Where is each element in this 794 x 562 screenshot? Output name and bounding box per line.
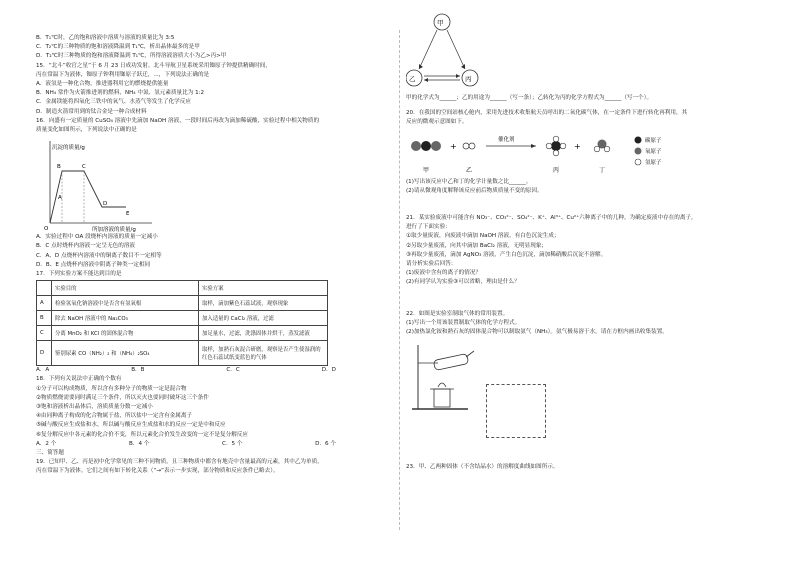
text-line: 丙在常温下为液体，铷原子钟利用铷原子跃迁，...，下列说法正确的是 bbox=[36, 71, 210, 78]
table-cell: 取样，滴加紫色石蕊试液，观察现象 bbox=[199, 296, 328, 311]
option-b: B．C 点时烧杯内溶液一定呈无色的溶液 bbox=[36, 243, 136, 250]
text-line: 请分析实验后回答： bbox=[406, 261, 457, 268]
question-17: 17．下列实验方案不能达到目的是 bbox=[36, 271, 122, 278]
text-line: C．T₂℃的三种物质的饱和溶液降温到 T₁℃，析出晶体最多的是甲 bbox=[36, 44, 200, 51]
arrowhead bbox=[531, 144, 536, 148]
hydrogen-atom bbox=[546, 143, 552, 149]
oxygen-legend-icon bbox=[635, 147, 642, 154]
option-c: C．金属镁能将四氧化三铁中的氧气、水蒸气等发生了化学反应 bbox=[36, 99, 191, 106]
point-b: B bbox=[57, 164, 61, 171]
question-15: 15．“北斗”收官之星”于 6 月 23 日成功发射。北斗导航卫星系统采用铷原子钟提供精确时间， bbox=[36, 62, 271, 69]
hydrogen-atom bbox=[594, 146, 600, 152]
option-d: D．B、E 点烧杯内溶液中阴离子种类一定相同 bbox=[36, 261, 151, 268]
statement: ⑥复分解反应中各元素的化合价不变，所以元素化合价发生改变的一定不是复分解反应 bbox=[36, 431, 248, 438]
point-o: O bbox=[44, 226, 49, 233]
reaction-micro-diagram bbox=[406, 132, 746, 178]
point-c: C bbox=[82, 164, 86, 171]
option-a: A．液氢是一种化合物，推进器利用它的燃烧提供能量 bbox=[36, 81, 169, 88]
option-a: A．实验过程中 OA 段烧杯内溶液的质量一定减小 bbox=[36, 234, 158, 241]
table-row bbox=[37, 311, 328, 326]
graph-ylabel: 沉淀的质量/g bbox=[52, 145, 85, 152]
step-3: ③再取少量废液，滴加 AgNO₃ 溶液，产生白色沉淀，滴加稀硝酸后沉淀不溶解。 bbox=[406, 251, 607, 258]
q16-options bbox=[36, 233, 408, 270]
q17-options bbox=[36, 366, 336, 375]
table-cell: B bbox=[37, 311, 52, 326]
precipitate-graph bbox=[40, 135, 160, 233]
delivery-tube bbox=[466, 351, 474, 357]
arrowhead bbox=[456, 74, 460, 78]
table-cell: 加入适量的 CaCl₂ 溶液，过滤 bbox=[199, 311, 328, 326]
option-c: C．A、D 点烧杯内溶液中的铜离子数目不一定相等 bbox=[36, 252, 162, 259]
table-header-cell: 实验方案 bbox=[199, 281, 328, 296]
hydrogen-legend-icon bbox=[635, 159, 641, 165]
flame bbox=[438, 383, 446, 387]
table-row bbox=[37, 326, 328, 341]
arrow-jia-bing bbox=[447, 30, 465, 69]
hydrogen-atom bbox=[604, 146, 610, 152]
statement: ④由同种离子构成的化合物属于盐，所以盐中一定含有金属离子 bbox=[36, 413, 193, 420]
text-line: 进行了下面实验： bbox=[406, 224, 451, 231]
arrowhead bbox=[424, 78, 428, 82]
option-b: B．NH₄ 常作为火箭推进剂的燃料，NH₄ 中氮、氢元素质量比为 1:2 bbox=[36, 90, 205, 97]
table-header-row bbox=[37, 281, 328, 296]
question-16: 16．向盛有一定质量的 CuSO₄ 溶液中先滴加 NaOH 溶液，一段时间后再改为滴加稀硫酸，实验过程中相关物质的 bbox=[36, 117, 320, 124]
option-a: A．2 个 bbox=[36, 440, 57, 447]
carbon-atom bbox=[421, 141, 431, 151]
statement: ②物质燃烧需要同时满足三个条件，所以灭火也要同时破坏这三个条件 bbox=[36, 394, 209, 401]
hydrogen-atom bbox=[553, 136, 559, 142]
text-line: 丙在常温下为液体。它们之间有如下转化关系（“→”表示一步实现，部分物质和反应条件已略去）。 bbox=[36, 468, 279, 475]
question-22: 22．如图是实验室制取气体的常用装置。 bbox=[406, 310, 509, 317]
statement: ①分子可以构成物质，所以含有多种分子的物质一定是混合物 bbox=[36, 385, 187, 392]
molecule-label: 丁 bbox=[599, 166, 606, 174]
table-row bbox=[37, 296, 328, 311]
option-b: B．B bbox=[131, 367, 145, 374]
alcohol-lamp bbox=[434, 389, 450, 407]
question-18: 18．下列有关说法中正确的个数有 bbox=[36, 376, 122, 383]
table-row bbox=[37, 341, 328, 366]
step-1: ①取少量废液，向废液中滴加 NaOH 溶液，有白色沉淀生成； bbox=[406, 233, 560, 240]
table-cell: 分离 MnO₂ 和 KCl 的固体混合物 bbox=[52, 326, 199, 341]
option-c: C．C bbox=[226, 367, 240, 374]
legend-label: 氢原子 bbox=[645, 159, 662, 166]
q21-sub-1: (1)废液中含有的离子的情况？ bbox=[406, 270, 482, 277]
table-cell: 检验氢氧化钠溶液中是否含有氢氧根 bbox=[52, 296, 199, 311]
node-label: 乙 bbox=[409, 75, 416, 83]
option-a: A．A bbox=[36, 367, 50, 374]
left-column bbox=[36, 34, 408, 477]
option-d: D．6 个 bbox=[315, 440, 336, 447]
question-20: 20．在我国的空间站核心舱内，采用先进技术收集航天员呼出的二氧化碳气体，在一定条件下进行转化再利用，其 bbox=[406, 110, 688, 117]
table-cell: A bbox=[37, 296, 52, 311]
q18-statements bbox=[36, 385, 408, 440]
point-d: D bbox=[103, 201, 108, 208]
node-label: 丙 bbox=[465, 75, 472, 83]
heating-apparatus-diagram bbox=[408, 341, 478, 411]
molecule-label: 乙 bbox=[466, 166, 473, 174]
hydrogen-atom bbox=[463, 143, 469, 149]
point-a: A bbox=[58, 195, 62, 202]
carbon-legend-icon bbox=[635, 136, 642, 143]
table-cell: 鉴别尿素 CO（NH₂）₂ 和（NH₄）₂SO₄ bbox=[52, 341, 199, 366]
hydrogen-atom bbox=[560, 143, 566, 149]
table-cell: 加足量水，过滤，洗涤固体并烘干，蒸发滤液 bbox=[199, 326, 328, 341]
text-line: 质量变化如图所示，下列说法中正确的是 bbox=[36, 127, 137, 134]
molecule-label: 甲 bbox=[423, 166, 430, 174]
step-2: ②另取少量废液，向其中滴加 BaCl₂ 溶液，无明显现象； bbox=[406, 242, 548, 249]
legend-label: 氧原子 bbox=[645, 148, 662, 155]
graph-xlabel: 所加溶液的质量/g bbox=[92, 227, 136, 234]
q20-sub-1: (1)写出该反应中乙和丁的化学计量数之比______。 bbox=[406, 178, 532, 185]
statement: ⑤碱与酸反应生成盐和水，所以碱与酸反应生成盐和水的反应一定是中和反应 bbox=[36, 422, 226, 429]
hydrogen-atom bbox=[469, 143, 475, 149]
table-header-cell bbox=[37, 281, 52, 296]
conversion-triangle-diagram bbox=[406, 10, 526, 90]
option-c: C．5 个 bbox=[222, 440, 243, 447]
question-23: 23．甲、乙两种固体（不含结晶水）的溶解度曲线如图所示。 bbox=[406, 464, 559, 471]
text-line: B．T₁℃时，乙的饱和溶液中溶质与溶液的质量比为 3:5 bbox=[36, 35, 175, 41]
q14-15-text bbox=[36, 34, 408, 135]
text-line: D．T₂℃时三种物质的饱和溶液降温到 T₁℃，所得溶液溶质大小为乙>丙>甲 bbox=[36, 53, 227, 60]
node-label: 甲 bbox=[437, 19, 444, 27]
point-e: E bbox=[126, 211, 130, 218]
text-line: 反应的微观示意图如下。 bbox=[406, 119, 468, 126]
carbon-atom bbox=[551, 141, 561, 151]
option-d: D．制造火箭常用到的钛合金是一种合成材料 bbox=[36, 108, 147, 115]
table-cell: C bbox=[37, 326, 52, 341]
question-21: 21．某实验废液中可能含有 NO₃⁻、CO₃²⁻、SO₄²⁻、K⁺、Al³⁺、Cu²⁺六种离子中的几种。为确定废液中存在的离子， bbox=[406, 215, 697, 222]
table-header-cell: 实验目的 bbox=[52, 281, 199, 296]
q19-fill-in: 甲的化学式为______；乙的用途为______（写一条）；乙转化为丙的化学方程式为______（写一个）。 bbox=[406, 95, 653, 101]
oxygen-atom bbox=[431, 141, 441, 151]
hydrogen-atom bbox=[553, 150, 559, 156]
table-cell: D bbox=[37, 341, 52, 366]
oxygen-atom bbox=[411, 141, 421, 151]
table-cell: 除去 NaOH 溶液中的 Na₂CO₃ bbox=[52, 311, 199, 326]
option-d: D．D bbox=[321, 367, 336, 374]
statement: ③饱和溶液析出晶体后，溶质质量分数一定减小 bbox=[36, 404, 153, 411]
plus-sign: + bbox=[450, 141, 457, 151]
table-cell: 取样，加熟石灰混合研磨，观察是否产生使湿润的红色石蕊试纸变蓝色的气体 bbox=[199, 341, 328, 366]
option-b: B．4 个 bbox=[129, 440, 150, 447]
plus-sign: + bbox=[574, 141, 581, 151]
catalyst-label: 催化剂 bbox=[498, 136, 515, 143]
q22-sub-2: (2)加热氯化铵和熟石灰的固体混合物可以制取氨气（NH₃）。氨气极易溶于水，请在方框内画出收集装置。 bbox=[406, 329, 668, 336]
arrow-jia-yi bbox=[419, 30, 437, 69]
experiment-table bbox=[36, 280, 328, 366]
q20-sub-2: (2)请从微观角度解释该反应前后物质质量不变的原因。 bbox=[406, 187, 543, 194]
test-tube bbox=[433, 354, 468, 371]
q21-sub-2: (2)有同学认为实验③可以省略，理由是什么？ bbox=[406, 279, 520, 286]
q18-options bbox=[36, 440, 336, 449]
q22-sub-1: (1)写出一个用该装置制取气体的化学方程式。 bbox=[406, 319, 521, 326]
question-19: 19．已知甲、乙、丙是初中化学常见的三种不同物质，且三种物质中都含有地壳中含量最高的元素，其中乙为单质， bbox=[36, 459, 323, 466]
answer-drawing-box bbox=[486, 384, 546, 438]
right-column bbox=[406, 10, 766, 472]
molecule-label: 丙 bbox=[553, 166, 560, 174]
legend-label: 碳原子 bbox=[645, 137, 662, 144]
section-heading: 三、简答题 bbox=[36, 450, 64, 457]
